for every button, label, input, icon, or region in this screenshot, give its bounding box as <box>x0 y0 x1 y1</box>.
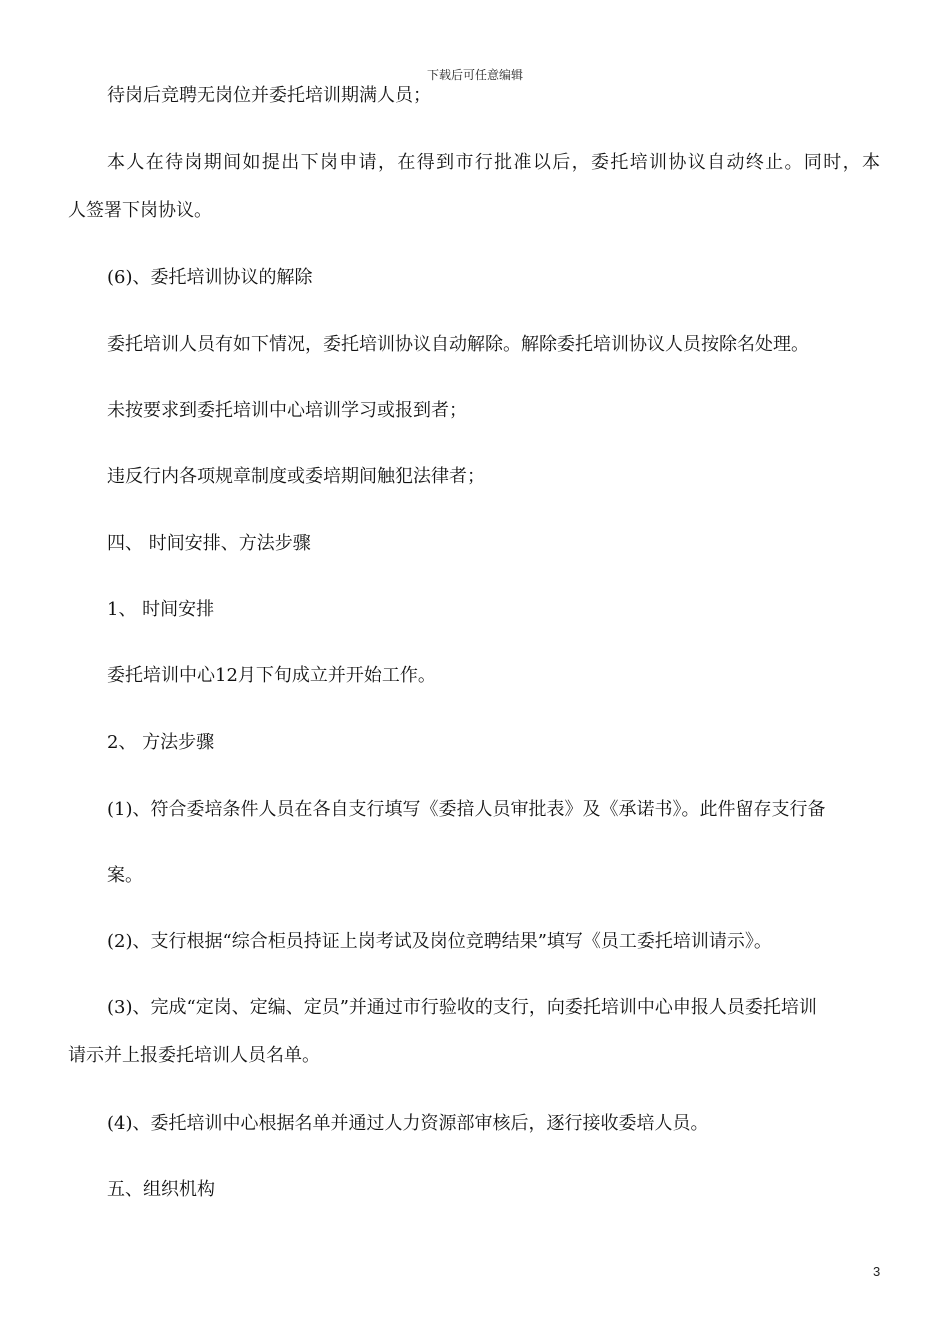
text-line: (1)、符合委培条件人员在各自支行填写《委揞人员审批表》及《承诺书》。此件留存支行备 <box>107 799 826 820</box>
text-line: 案。 <box>107 865 143 886</box>
text-line: 待岗后竞聘无岗位并委托培训期满人员； <box>107 85 431 106</box>
text-line: 本人在待岗期间如提出下岗申请，在得到市行批准以后，委托培训协议自动终止。同时，本 <box>107 152 880 173</box>
text-line: 四、 时间安排、方法步骤 <box>107 533 311 554</box>
text-line: 请示并上报委托培训人员名单。 <box>68 1045 320 1066</box>
text-line: 违反行内各项规章制度或委培期间触犯法律者； <box>107 466 485 487</box>
page-number: 3 <box>873 1264 881 1279</box>
text-line: 委托培训人员有如下情况，委托培训协议自动解除。解除委托培训协议人员按除名处理。 <box>107 334 809 355</box>
text-line: 五、组织机构 <box>107 1179 215 1200</box>
text-line: 委托培训中心12月下旬成立并开始工作。 <box>107 665 436 686</box>
text-line: 1、 时间安排 <box>107 599 215 620</box>
text-line: 未按要求到委托培训中心培训学习或报到者； <box>107 400 467 421</box>
text-line: 2、 方法步骤 <box>107 732 215 753</box>
text-line: (2)、支行根据“综合柜员持证上岗考试及岗位竞聘结果”填写《员工委托培训请示》。 <box>107 931 772 952</box>
text-line: (6)、委托培训协议的解除 <box>107 267 313 288</box>
text-line: (4)、委托培训中心根据名单并通过人力资源部审核后，逐行接收委培人员。 <box>107 1113 709 1134</box>
text-line: (3)、完成“定岗、定编、定员”并通过市行验收的支行，向委托培训中心申报人员委托培训 <box>107 997 817 1018</box>
header-note: 下载后可任意编辑 <box>426 68 523 82</box>
text-line: 人签署下岗协议。 <box>68 200 212 221</box>
